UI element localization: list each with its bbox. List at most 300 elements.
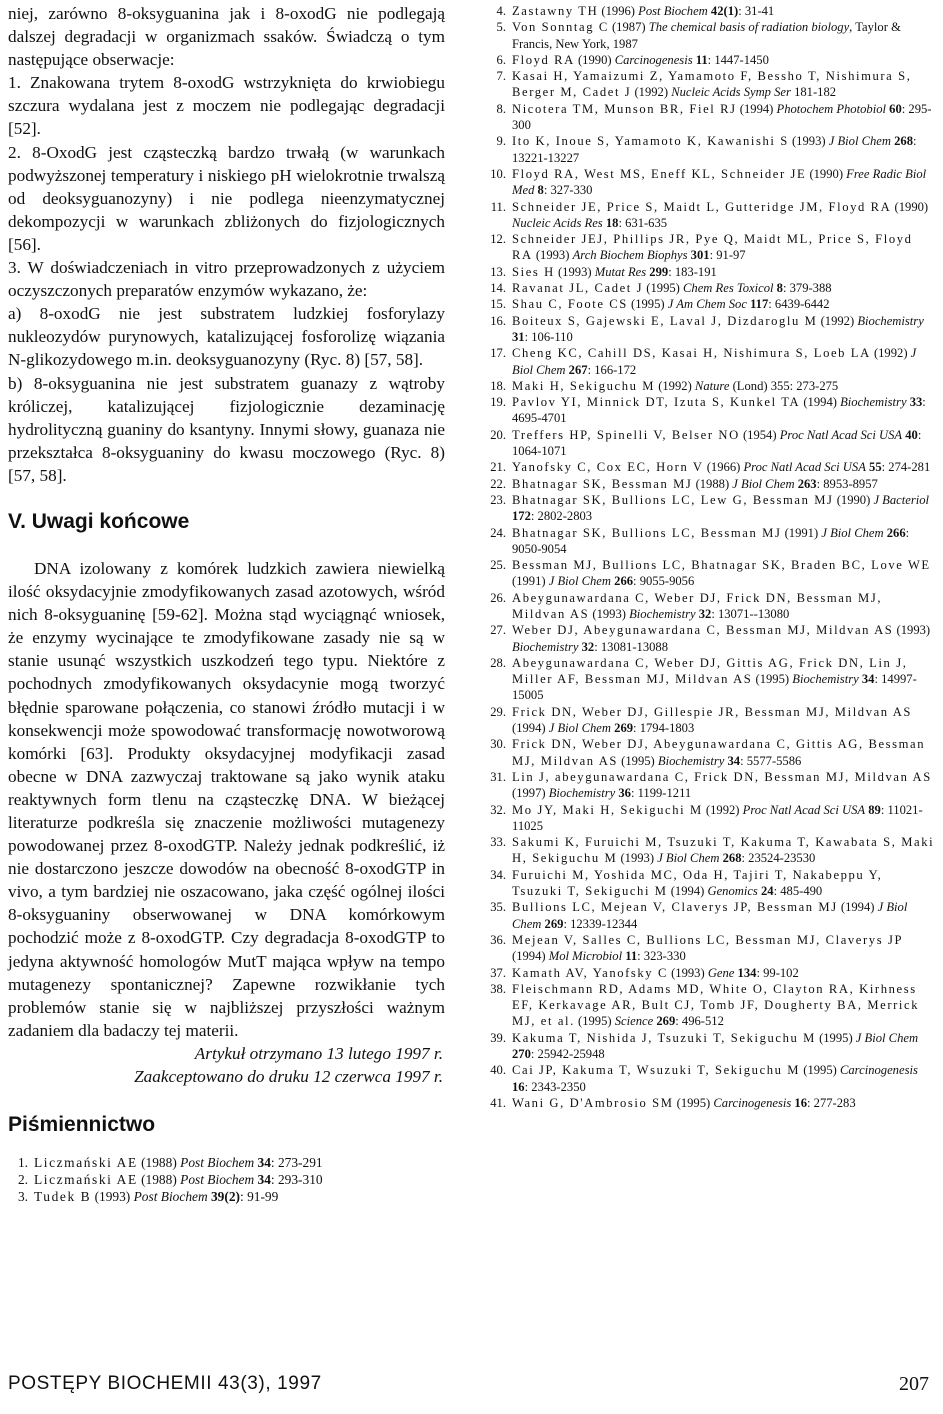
right-column — [482, 3, 937, 1111]
reference-journal: Nucleic Acids Res — [512, 215, 603, 230]
reference-authors: Kamath AV, Yanofsky C — [512, 965, 668, 980]
reference-pages: : 5577-5586 — [740, 753, 802, 768]
reference-volume: 270 — [512, 1047, 531, 1061]
reference-year: (1995) — [643, 281, 684, 296]
reference-number: 17. — [490, 346, 506, 361]
reference-journal: Post Biochem — [180, 1172, 255, 1188]
reference-pages: : 277-283 — [807, 1095, 856, 1110]
reference-pages: : 166-172 — [587, 362, 637, 377]
reference-volume: 33 — [906, 395, 923, 410]
reference-authors: Sakumi K, Furuichi M, Tsuzuki T, Kakuma T, Kawabata S, Maki H, Sekiguchu M — [512, 835, 935, 866]
reference-journal: J Biol Chem — [732, 476, 795, 491]
reference-authors: Maki H, Sekiguchu M — [512, 378, 656, 393]
reference-item — [482, 557, 937, 590]
reference-journal: J Biol Chem — [855, 1030, 919, 1045]
reference-pages: : 99-102 — [756, 965, 799, 980]
reference-pages: : 327-330 — [543, 183, 593, 198]
reference-journal: Biochemistry — [840, 395, 907, 410]
reference-pages: : 8953-8957 — [816, 476, 878, 491]
reference-pages: : 1064-1071 — [512, 427, 922, 459]
reference-volume: 40 — [902, 427, 918, 442]
reference-item — [482, 769, 937, 802]
reference-item — [482, 378, 937, 394]
reference-item — [482, 802, 937, 835]
reference-number: 3. — [17, 1189, 28, 1205]
reference-pages: : 14997-15005 — [512, 672, 917, 703]
reference-journal: Gene — [707, 965, 735, 980]
reference-number: 38. — [490, 981, 506, 996]
reference-journal: J Biol Chem — [657, 851, 720, 866]
paragraph-observation-2: 2. 8-OxodG jest cząsteczką bardzo trwałą (w warunkach podwyższonej temperatury i niskiego pH wielokrotnie trwalszą od deoksyguanozyny) i nie podlega nieenzymatycznej dekompozycji w warunkach zbliżonych do fizjologicznych [56]. — [8, 142, 445, 254]
reference-pages: : 12339-12344 — [563, 916, 638, 931]
reference-authors: Boiteux S, Gajewski E, Laval J, Dizdaroglu M — [512, 313, 818, 328]
reference-pages: , Taylor & Francis, New York, 1987 — [512, 20, 901, 51]
reference-volume: 39(2) — [207, 1189, 240, 1205]
reference-authors: Abeygunawardana C, Weber DJ, Gittis AG, Frick DN, Lin J, Miller AF, Bessman MJ, Mildvan AS — [512, 655, 908, 687]
reference-year: (1993) — [617, 851, 658, 866]
paragraph-observation-3: 3. W doświadczeniach in vitro przeprowadzonych z użyciem oczyszczonych preparatów enzymów wykazano, że: — [8, 258, 445, 301]
reference-year: (1994) — [667, 884, 708, 899]
reference-volume: 16 — [512, 1079, 525, 1094]
reference-number: 35. — [490, 900, 506, 915]
reference-item — [482, 296, 937, 312]
reference-journal: Post Biochem — [638, 4, 708, 18]
section-body: DNA izolowany z komórek ludzkich zawiera niewielką ilość oksydacyjnie zmodyfikowanych zasad azotowych, wśród nich 8-oksyguaninę [59-62]. Można stąd wyciągnąć wniosek, że enzymy wycinające te zmodyfikowane zasady nie są w stanie usunąć wszystkich uszkodzeń tego typu. Niektóre z pochodnych zmodyfikowanych oksydacynie mogą tworzyć błędnie sparowane połączenia, co stanowi źródło mutacji i w konsekwencji może spowodować transformację nowotworową komórki [63]. Produkty oksydacyjnej modyfikacji zasad obecne w DNA zazwyczaj traktowane są jako wynik ataku reaktywnych form tlenu na cząsteczkę DNA. W bieżącej literaturze podkreśla się znaczenie możliwości mutagenezy powodowanej przez 8-oxodGTP. Należy jednak podkreślić, iż nie dostarczono jeszcze dowodów na obecność 8-oxodGTP in vivo, a tym bardziej nie oszacowano, jaka część ogólnej ilości 8-oksyguaniny obserwowanej w DNA komórkowym pochodzić może z 8-oxodGTP. Czy degradacja 8-oxodGTP to jedyna aktywność homologów MutT mająca wpływ na tempo mutagenezy spontanicznej? Zapewne rozwikłanie tych problemów stanie się w najbliższej przyszłości ważnym zadaniem dla badaczy tej materii. — [8, 558, 445, 1040]
reference-item — [482, 590, 937, 623]
reference-volume: 301 — [687, 248, 710, 263]
reference-authors: Weber DJ, Abeygunawardana C, Bessman MJ, Mildvan AS — [512, 623, 894, 638]
reference-number: 41. — [490, 1095, 506, 1110]
reference-pages: : 293-310 — [270, 1172, 323, 1188]
reference-volume: 268 — [719, 851, 742, 866]
reference-item — [482, 52, 937, 68]
reference-journal: Genomics — [707, 884, 758, 899]
reference-authors: Cai JP, Kakuma T, Wsuzuki T, Sekiguchu M — [512, 1063, 801, 1078]
reference-authors: Wani G, D'Ambrosio SM — [512, 1095, 674, 1110]
reference-pages: : 379-388 — [782, 281, 832, 296]
reference-item — [482, 492, 937, 525]
reference-volume: 34 — [254, 1155, 271, 1171]
reference-number: 28. — [490, 655, 506, 670]
reference-number: 6. — [496, 52, 506, 67]
reference-number: 37. — [490, 965, 506, 980]
reference-pages: : 631-635 — [618, 215, 668, 230]
reference-item — [8, 1171, 445, 1188]
reference-pages: : 485-490 — [773, 884, 823, 899]
reference-number: 8. — [496, 101, 506, 116]
reference-year: (1992) — [702, 802, 743, 817]
reference-pages: : 183-191 — [668, 264, 717, 279]
reference-authors: Mejean V, Salles C, Bullions LC, Bessman MJ, Claverys JP — [512, 932, 904, 947]
reference-year: (1988) — [692, 476, 733, 491]
received-date: Artykuł otrzymano 13 lutego 1997 r. — [194, 1043, 443, 1063]
reference-item — [482, 313, 937, 346]
reference-journal: Proc Natl Acad Sci USA — [742, 802, 866, 817]
reference-authors: Schneider JEJ, Phillips JR, Pye Q, Maidt ML, Price S, Floyd RA — [512, 232, 913, 263]
reference-pages: : 91-97 — [709, 248, 746, 263]
reference-number: 7. — [496, 69, 506, 84]
reference-year: (1993) — [589, 606, 630, 621]
reference-year: (1995) — [815, 1030, 856, 1045]
reference-authors: Kakuma T, Nishida J, Tsuzuki T, Sekiguchu M — [512, 1030, 816, 1045]
reference-authors: Ito K, Inoue S, Yamamoto K, Kawanishi S — [512, 134, 789, 149]
reference-number: 29. — [490, 704, 506, 719]
reference-pages: : 91-99 — [240, 1189, 279, 1205]
reference-number: 20. — [490, 427, 506, 442]
reference-year: (1995) — [574, 1014, 615, 1029]
reference-journal: Biochemistry — [657, 753, 725, 768]
reference-volume: 31 — [512, 329, 525, 344]
reference-authors: Bhatnagar SK, Bullions LC, Bessman MJ — [512, 525, 782, 540]
reference-authors: Yanofsky C, Cox EC, Horn V — [512, 460, 704, 475]
reference-item — [482, 68, 937, 101]
reference-journal: Biochemistry — [548, 786, 616, 801]
reference-authors: Tudek B — [34, 1189, 92, 1205]
reference-year: (1994) — [512, 949, 549, 964]
reference-journal: Carcinogenesis — [713, 1095, 792, 1110]
reference-authors: Mo JY, Maki H, Sekiguchi M — [512, 802, 703, 817]
reference-authors: Kasai H, Yamaizumi Z, Yamamoto F, Bessho T, Nishimura S, Berger M, Cadet J — [512, 69, 912, 100]
reference-authors: Treffers HP, Spinelli V, Belser NO — [512, 427, 740, 442]
section-heading: V. Uwagi końcowe — [8, 509, 190, 533]
reference-number: 30. — [490, 737, 506, 752]
reference-number: 9. — [496, 134, 506, 149]
reference-number: 32. — [490, 802, 506, 817]
reference-year: (1987) — [608, 20, 649, 35]
reference-journal: Proc Natl Acad Sci USA — [779, 427, 903, 442]
reference-item — [482, 345, 937, 378]
reference-volume: 89 — [865, 802, 881, 817]
paragraph-observation-3b: b) 8-oksyguanina nie jest substratem guanazy z wątroby króliczej, katalizującej fizjologicznie dezaminację hydrolityczną guaniny do ksantyny. Innymi słowy, guanaza nie przekształca 8-oksyguaniny do kwasu moczowego (Ryc. 8) [57, 58]. — [8, 373, 445, 485]
reference-pages: : 6439-6442 — [768, 297, 830, 312]
reference-pages: : 1447-1450 — [707, 52, 769, 67]
reference-number: 39. — [490, 1030, 506, 1045]
reference-pages: : 31-41 — [738, 4, 775, 18]
reference-volume: 117 — [746, 297, 769, 312]
reference-number: 40. — [490, 1063, 506, 1078]
reference-item — [482, 834, 937, 867]
reference-pages: : 9050-9054 — [512, 525, 910, 556]
reference-pages: : 13081-13088 — [594, 639, 669, 654]
page-number: 207 — [899, 1373, 929, 1395]
reference-number: 16. — [490, 313, 506, 328]
reference-year: (1993) — [91, 1189, 134, 1205]
reference-number: 5. — [496, 20, 506, 35]
reference-volume: 266 — [883, 525, 906, 540]
footer-journal: POSTĘPY BIOCHEMII 43(3), 1997 — [8, 1373, 322, 1394]
reference-number: 23. — [490, 492, 506, 507]
reference-authors: Bhatnagar SK, Bullions LC, Lew G, Bessman MJ — [512, 492, 834, 507]
reference-number: 11. — [490, 199, 506, 214]
reference-authors: Bullions LC, Mejean V, Claverys JP, Bessman MJ — [512, 900, 838, 915]
reference-journal: J Biol Chem — [548, 721, 611, 736]
reference-volume: 11 — [692, 52, 708, 67]
reference-year: (1994) — [800, 395, 841, 410]
reference-journal: Biochemistry — [512, 639, 579, 654]
reference-volume: 34 — [858, 672, 875, 687]
reference-authors: Furuichi M, Yoshida MC, Oda H, Tajiri T, Nakabeppu Y, Tsuzuki T, Sekiguchi M — [512, 867, 883, 899]
reference-pages: (Lond) 355: 273-275 — [729, 378, 839, 393]
reference-journal: Biochemistry — [792, 672, 859, 687]
reference-year: (1993) — [554, 264, 595, 279]
reference-pages: : 273-291 — [270, 1155, 323, 1171]
reference-authors: Liczmański AE — [34, 1155, 138, 1171]
left-column — [8, 2, 445, 1205]
paragraph-continuation: niej, zarówno 8-oksyguanina jak i 8-oxodG nie podlegają dalszej degradacji w organizmach ssaków. Świadczą o tym następujące obserwacje: — [8, 4, 445, 70]
reference-year: (1990) — [891, 199, 929, 214]
reference-number: 24. — [490, 525, 506, 540]
reference-number: 33. — [490, 835, 506, 850]
reference-item — [482, 1030, 937, 1063]
reference-number: 1. — [17, 1155, 28, 1171]
reference-authors: Frick DN, Weber DJ, Gillespie JR, Bessman MJ, Mildvan AS — [512, 704, 913, 719]
reference-volume: 34 — [724, 753, 741, 768]
reference-year: (1954) — [739, 427, 780, 442]
reference-number: 18. — [490, 378, 506, 393]
reference-item — [482, 704, 937, 737]
reference-volume: 34 — [254, 1172, 271, 1188]
reference-volume: 60 — [886, 101, 902, 116]
reference-journal: Biochemistry — [629, 606, 696, 621]
reference-year: (1988) — [137, 1155, 181, 1171]
reference-journal: Photochem Photobiol — [776, 101, 886, 116]
reference-year: (1991) — [781, 525, 822, 540]
reference-pages: : 25942-25948 — [530, 1047, 605, 1061]
reference-journal: Proc Natl Acad Sci USA — [743, 460, 866, 475]
reference-year: (1996) — [598, 4, 639, 18]
reference-item — [482, 394, 937, 427]
reference-number: 2. — [17, 1172, 28, 1188]
reference-authors: Pavlov YI, Minnick DT, Izuta S, Kunkel TA — [512, 395, 801, 410]
reference-item — [482, 459, 937, 475]
reference-year: (1994) — [736, 101, 777, 116]
reference-volume: 269 — [653, 1014, 676, 1029]
reference-authors: Lin J, abeygunawardana C, Frick DN, Bessman MJ, Mildvan AS — [512, 769, 932, 784]
reference-year: (1997) — [512, 786, 549, 801]
reference-item — [482, 965, 937, 981]
reference-item — [482, 932, 937, 965]
reference-journal: J Am Chem Soc — [667, 297, 747, 312]
reference-year: (1990) — [833, 492, 874, 507]
reference-pages: : 2343-2350 — [524, 1079, 586, 1094]
reference-pages: : 2802-2803 — [530, 509, 593, 524]
reference-item — [482, 199, 937, 232]
reference-item — [482, 133, 937, 166]
reference-year: (1993) — [667, 965, 708, 980]
reference-year: (1990) — [574, 52, 615, 67]
reference-volume: 8 — [773, 281, 783, 296]
reference-number: 34. — [490, 867, 506, 882]
reference-journal: The chemical basis of radiation biology — [648, 20, 850, 35]
bibliography-heading: Piśmiennictwo — [8, 1113, 156, 1137]
reference-number: 10. — [490, 166, 506, 181]
reference-item — [482, 899, 937, 932]
reference-year: (1992) — [817, 313, 858, 328]
reference-pages: : 1199-1211 — [630, 786, 692, 801]
reference-number: 36. — [490, 932, 506, 947]
reference-item — [482, 101, 937, 134]
reference-pages: : 295-300 — [512, 101, 932, 133]
reference-number: 4. — [496, 4, 506, 18]
reference-year: (1995) — [618, 753, 658, 768]
reference-volume: 16 — [791, 1095, 808, 1110]
reference-year: (1988) — [137, 1172, 181, 1188]
reference-volume: 299 — [646, 264, 669, 279]
reference-item — [482, 655, 937, 704]
reference-journal: J Biol Chem — [512, 900, 908, 931]
reference-year: (1993) — [893, 623, 931, 638]
paragraph-observation-1: 1. Znakowana trytem 8-oxodG wstrzyknięta do krwiobiegu szczura wydalana jest z moczem nie podlegając degradacji [52]. — [8, 73, 445, 139]
reference-year: (1992) — [870, 346, 911, 361]
reference-item — [8, 1154, 445, 1171]
reference-number: 25. — [490, 558, 506, 573]
reference-journal: Post Biochem — [180, 1155, 255, 1171]
reference-authors: Cheng KC, Cahill DS, Kasai H, Nishimura S, Loeb LA — [512, 346, 871, 361]
reference-volume: 134 — [734, 965, 757, 980]
reference-journal: J Biol Chem — [821, 525, 884, 540]
reference-pages: : 9055-9056 — [633, 574, 695, 589]
reference-item — [482, 622, 937, 655]
reference-volume: 268 — [890, 134, 914, 149]
reference-number: 12. — [490, 232, 506, 247]
reference-item — [482, 981, 937, 1030]
reference-item — [482, 736, 937, 769]
reference-journal: Nature — [694, 378, 730, 393]
reference-authors: Liczmański AE — [34, 1172, 138, 1188]
reference-authors: Zastawny TH — [512, 4, 599, 18]
reference-authors: Bessman MJ, Bullions LC, Bhatnagar SK, Braden BC, Love WE — [512, 558, 931, 573]
reference-journal: J Biol Chem — [512, 346, 917, 377]
reference-item — [482, 3, 937, 19]
reference-number: 21. — [490, 460, 506, 475]
reference-authors: Frick DN, Weber DJ, Abeygunawardana C, Gittis AG, Bessman MJ, Mildvan AS — [512, 737, 926, 768]
reference-number: 15. — [490, 297, 506, 312]
reference-year: (1992) — [655, 378, 695, 393]
paragraph-observation-3a: a) 8-oxodG nie jest substratem ludzkiej fosforylazy nukleozydów purynowych, katalizującej fosforolizę wiązania N-glikozydowego m.in. deoksyguanozyny (Ryc. 8) [57, 58]. — [8, 304, 445, 370]
reference-year: (1992) — [631, 85, 672, 100]
reference-pages: : 13221-13227 — [512, 134, 917, 165]
reference-item — [482, 867, 937, 900]
reference-authors: Bhatnagar SK, Bessman MJ — [512, 476, 693, 491]
reference-journal: Science — [614, 1014, 654, 1029]
reference-pages: : 496-512 — [675, 1014, 724, 1029]
reference-authors: Shau C, Foote CS — [512, 297, 628, 312]
reference-list-left — [8, 1154, 445, 1205]
reference-journal: Mol Microbiol — [548, 949, 623, 964]
reference-item — [482, 231, 937, 264]
reference-item — [482, 264, 937, 280]
reference-year: (1995) — [800, 1063, 840, 1078]
reference-pages: : 13071--13080 — [711, 606, 790, 621]
reference-pages: : 4695-4701 — [512, 395, 926, 426]
reference-year: (1995) — [752, 672, 793, 687]
reference-volume: 55 — [865, 460, 882, 475]
reference-item — [8, 1188, 445, 1205]
reference-journal: Mutat Res — [594, 264, 647, 279]
reference-authors: Fleischmann RD, Adams MD, White O, Clayton RA, Kirhness EF, Kerkavage AR, Bult CJ, Tomb JF, Dougherty BA, Merrick MJ, et al. — [512, 981, 920, 1029]
reference-journal: J Biol Chem — [828, 134, 891, 149]
reference-volume: 267 — [565, 362, 588, 377]
reference-pages: : 23524-23530 — [741, 851, 816, 866]
reference-number: 31. — [490, 769, 506, 784]
reference-authors: Von Sonntag C — [512, 20, 609, 35]
reference-journal: Carcinogenesis — [614, 52, 693, 67]
reference-pages: 181-182 — [790, 85, 837, 100]
reference-volume: 42(1) — [707, 4, 739, 18]
reference-journal: Chem Res Toxicol — [683, 281, 774, 296]
reference-authors: Sies H — [512, 264, 555, 279]
reference-authors: Ravanat JL, Cadet J — [512, 281, 644, 296]
reference-volume: 18 — [602, 215, 619, 230]
reference-volume: 266 — [611, 574, 634, 589]
reference-authors: Abeygunawardana C, Weber DJ, Frick DN, Bessman MJ, Mildvan AS — [512, 590, 883, 621]
reference-item — [482, 19, 937, 52]
accepted-date: Zaakceptowano do druku 12 czerwca 1997 r. — [134, 1067, 443, 1087]
reference-number: 22. — [490, 476, 506, 491]
reference-volume: 263 — [794, 476, 817, 491]
reference-item — [482, 476, 937, 492]
reference-volume: 172 — [512, 509, 531, 524]
reference-number: 26. — [490, 590, 506, 605]
reference-pages: : 11021-11025 — [512, 802, 923, 833]
reference-volume: 11 — [622, 949, 638, 964]
reference-journal: Biochemistry — [857, 313, 924, 328]
reference-authors: Floyd RA, West MS, Eneff KL, Schneider JE — [512, 166, 807, 181]
reference-year: (1993) — [532, 248, 573, 263]
reference-volume: 269 — [611, 721, 634, 736]
reference-volume: 24 — [757, 884, 774, 899]
reference-journal: Arch Biochem Biophys — [572, 248, 688, 263]
reference-number: 13. — [490, 264, 506, 279]
reference-year: (1995) — [673, 1095, 714, 1110]
reference-pages: : 274-281 — [881, 460, 931, 475]
reference-year: (1994) — [837, 900, 878, 915]
reference-pages: : 323-330 — [637, 949, 686, 964]
reference-year: (1991) — [512, 574, 549, 589]
reference-authors: Nicotera TM, Munson BR, Fiel RJ — [512, 101, 737, 116]
reference-journal: J Bacteriol — [873, 492, 930, 507]
reference-volume: 269 — [541, 916, 564, 931]
reference-year: (1966) — [703, 460, 744, 475]
reference-volume: 32 — [578, 639, 595, 654]
reference-item — [482, 1095, 937, 1111]
reference-number: 19. — [490, 395, 506, 410]
reference-item — [482, 427, 937, 460]
reference-number: 27. — [490, 623, 506, 638]
reference-volume: 8 — [534, 183, 544, 198]
reference-journal: Post Biochem — [133, 1189, 208, 1205]
reference-item — [482, 166, 937, 199]
reference-list-right — [482, 3, 937, 1111]
reference-year: (1990) — [806, 166, 847, 181]
reference-item — [482, 1062, 937, 1095]
reference-item — [482, 280, 937, 296]
reference-item — [482, 525, 937, 558]
reference-journal: J Biol Chem — [548, 574, 611, 589]
reference-authors: Floyd RA — [512, 52, 575, 67]
reference-pages: : 1794-1803 — [633, 721, 695, 736]
reference-authors: Schneider JE, Price S, Maidt L, Gutteridge JM, Floyd RA — [512, 199, 892, 214]
reference-volume: 32 — [695, 606, 712, 621]
reference-number: 14. — [490, 281, 506, 296]
reference-journal: Nucleic Acids Symp Ser — [671, 85, 791, 100]
reference-journal: Carcinogenesis — [839, 1063, 918, 1078]
reference-volume: 36 — [615, 786, 631, 801]
reference-pages: : 106-110 — [524, 329, 573, 344]
reference-year: (1993) — [788, 134, 829, 149]
reference-year: (1994) — [512, 721, 549, 736]
reference-year: (1995) — [627, 297, 668, 312]
